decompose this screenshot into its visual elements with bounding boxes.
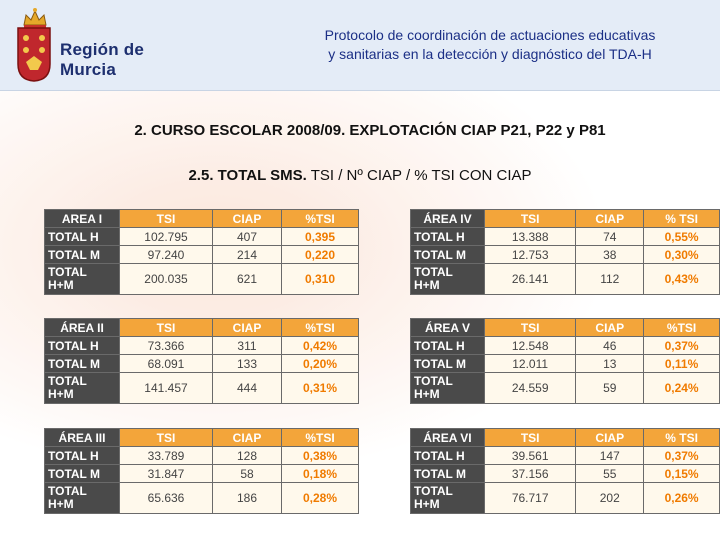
- table-row: [45, 465, 359, 483]
- column-header-tsi: TSI: [485, 429, 576, 447]
- table-row: [45, 246, 359, 264]
- pct-value: 0,38%: [282, 447, 359, 465]
- pct-value: 0,37%: [644, 337, 720, 355]
- table-row: [411, 355, 720, 373]
- tsi-value: 13.388: [485, 228, 576, 246]
- row-label: TOTAL M: [45, 355, 120, 373]
- column-header-ciap: CIAP: [213, 429, 282, 447]
- area-table: [44, 318, 359, 404]
- row-label-line-1: TOTAL: [414, 374, 453, 388]
- table-total-row: [45, 373, 359, 404]
- row-label: [411, 264, 485, 295]
- pct-value: 0,30%: [644, 246, 720, 264]
- subtitle-line-1: Protocolo de coordinación de actuaciones educativas: [324, 27, 656, 43]
- ciap-value: 407: [213, 228, 282, 246]
- ciap-value: 38: [576, 246, 644, 264]
- pct-value: 0,20%: [282, 355, 359, 373]
- table-total-row: [45, 483, 359, 514]
- area-name: ÁREA II: [45, 319, 120, 337]
- page-title: 2. CURSO ESCOLAR 2008/09. EXPLOTACIÓN CIAP P21, P22 y P81: [134, 122, 606, 139]
- area-table: [410, 209, 720, 295]
- table-total-row: [411, 264, 720, 295]
- ciap-value: 214: [213, 246, 282, 264]
- pct-value: 0,395: [282, 228, 359, 246]
- row-label: TOTAL M: [411, 465, 485, 483]
- ciap-value: 147: [576, 447, 644, 465]
- pct-value: 0,31%: [282, 373, 359, 404]
- area-name: ÁREA IV: [411, 210, 485, 228]
- tsi-value: 65.636: [120, 483, 213, 514]
- ciap-value: 133: [213, 355, 282, 373]
- row-label: TOTAL M: [411, 355, 485, 373]
- row-label-line-2: H+M: [414, 387, 440, 401]
- area-table: [44, 209, 359, 295]
- column-header-tsi: TSI: [120, 210, 213, 228]
- row-label: TOTAL H: [411, 228, 485, 246]
- section-title: [0, 167, 720, 184]
- pct-value: 0,37%: [644, 447, 720, 465]
- ciap-value: 55: [576, 465, 644, 483]
- tsi-value: 33.789: [120, 447, 213, 465]
- coat-of-arms-icon: [16, 26, 52, 82]
- ciap-value: 444: [213, 373, 282, 404]
- row-label: TOTAL M: [45, 246, 120, 264]
- table-header-row: [45, 210, 359, 228]
- ciap-value: 621: [213, 264, 282, 295]
- column-header-pct: %TSI: [644, 319, 720, 337]
- table-row: [45, 447, 359, 465]
- column-header-ciap: CIAP: [576, 319, 644, 337]
- area-table: [44, 428, 359, 514]
- table-row: [411, 228, 720, 246]
- table-header-row: [411, 319, 720, 337]
- row-label: TOTAL M: [45, 465, 120, 483]
- column-header-ciap: CIAP: [213, 319, 282, 337]
- tsi-value: 97.240: [120, 246, 213, 264]
- row-label: [411, 483, 485, 514]
- row-label-line-1: TOTAL: [48, 374, 87, 388]
- column-header-ciap: CIAP: [576, 429, 644, 447]
- table-row: [411, 447, 720, 465]
- header-bar: [0, 0, 720, 91]
- table-row: [45, 355, 359, 373]
- pct-value: 0,18%: [282, 465, 359, 483]
- column-header-pct: % TSI: [644, 210, 720, 228]
- table-row: [411, 246, 720, 264]
- table-header-row: [45, 429, 359, 447]
- column-header-tsi: TSI: [120, 429, 213, 447]
- table-row: [411, 465, 720, 483]
- row-label-line-2: H+M: [48, 278, 74, 292]
- column-header-tsi: TSI: [485, 210, 576, 228]
- area-name: ÁREA V: [411, 319, 485, 337]
- area-table: [410, 318, 720, 404]
- tsi-value: 102.795: [120, 228, 213, 246]
- table-total-row: [411, 373, 720, 404]
- area-name: ÁREA III: [45, 429, 120, 447]
- column-header-pct: %TSI: [282, 210, 359, 228]
- region-name: Región de Murcia: [60, 40, 144, 79]
- ciap-value: 13: [576, 355, 644, 373]
- column-header-pct: % TSI: [644, 429, 720, 447]
- table-header-row: [411, 429, 720, 447]
- row-label: [45, 373, 120, 404]
- row-label-line-2: H+M: [48, 497, 74, 511]
- ciap-value: 46: [576, 337, 644, 355]
- row-label: TOTAL H: [411, 447, 485, 465]
- table-row: [45, 337, 359, 355]
- tsi-value: 39.561: [485, 447, 576, 465]
- table-row: [411, 337, 720, 355]
- row-label-line-1: TOTAL: [414, 484, 453, 498]
- ciap-value: 311: [213, 337, 282, 355]
- section-description: TSI / Nº CIAP / % TSI CON CIAP: [306, 167, 532, 184]
- row-label-line-1: TOTAL: [48, 265, 87, 279]
- table-total-row: [411, 483, 720, 514]
- pct-value: 0,220: [282, 246, 359, 264]
- tsi-value: 12.548: [485, 337, 576, 355]
- table-header-row: [411, 210, 720, 228]
- row-label: TOTAL M: [411, 246, 485, 264]
- pct-value: 0,15%: [644, 465, 720, 483]
- row-label-line-1: TOTAL: [414, 265, 453, 279]
- area-table: [410, 428, 720, 514]
- protocol-subtitle: [270, 26, 710, 64]
- pct-value: 0,42%: [282, 337, 359, 355]
- row-label-line-2: H+M: [414, 497, 440, 511]
- column-header-ciap: CIAP: [213, 210, 282, 228]
- ciap-value: 202: [576, 483, 644, 514]
- tsi-value: 200.035: [120, 264, 213, 295]
- ciap-value: 128: [213, 447, 282, 465]
- pct-value: 0,28%: [282, 483, 359, 514]
- ciap-value: 58: [213, 465, 282, 483]
- row-label-line-2: H+M: [414, 278, 440, 292]
- area-name: AREA I: [45, 210, 120, 228]
- column-header-pct: %TSI: [282, 429, 359, 447]
- table-total-row: [45, 264, 359, 295]
- row-label: [45, 264, 120, 295]
- pct-value: 0,11%: [644, 355, 720, 373]
- row-label: TOTAL H: [45, 228, 120, 246]
- subtitle-line-2: y sanitarias en la detección y diagnóstico del TDA-H: [328, 46, 652, 62]
- tsi-value: 141.457: [120, 373, 213, 404]
- column-header-tsi: TSI: [485, 319, 576, 337]
- pct-value: 0,43%: [644, 264, 720, 295]
- tsi-value: 24.559: [485, 373, 576, 404]
- pct-value: 0,26%: [644, 483, 720, 514]
- tsi-value: 37.156: [485, 465, 576, 483]
- pct-value: 0,24%: [644, 373, 720, 404]
- row-label: TOTAL H: [45, 447, 120, 465]
- tsi-value: 12.753: [485, 246, 576, 264]
- column-header-pct: %TSI: [282, 319, 359, 337]
- ciap-value: 186: [213, 483, 282, 514]
- tsi-value: 68.091: [120, 355, 213, 373]
- tsi-value: 31.847: [120, 465, 213, 483]
- region-logo: [8, 4, 198, 84]
- tsi-value: 73.366: [120, 337, 213, 355]
- column-header-ciap: CIAP: [576, 210, 644, 228]
- pct-value: 0,55%: [644, 228, 720, 246]
- area-name: ÁREA VI: [411, 429, 485, 447]
- row-label-line-1: TOTAL: [48, 484, 87, 498]
- tsi-value: 26.141: [485, 264, 576, 295]
- pct-value: 0,310: [282, 264, 359, 295]
- row-label-line-2: H+M: [48, 387, 74, 401]
- section-number: 2.5. TOTAL SMS.: [188, 167, 307, 184]
- tsi-value: 76.717: [485, 483, 576, 514]
- ciap-value: 112: [576, 264, 644, 295]
- row-label: [411, 373, 485, 404]
- row-label: TOTAL H: [45, 337, 120, 355]
- row-label: [45, 483, 120, 514]
- row-label: TOTAL H: [411, 337, 485, 355]
- table-header-row: [45, 319, 359, 337]
- column-header-tsi: TSI: [120, 319, 213, 337]
- tsi-value: 12.011: [485, 355, 576, 373]
- ciap-value: 74: [576, 228, 644, 246]
- table-row: [45, 228, 359, 246]
- ciap-value: 59: [576, 373, 644, 404]
